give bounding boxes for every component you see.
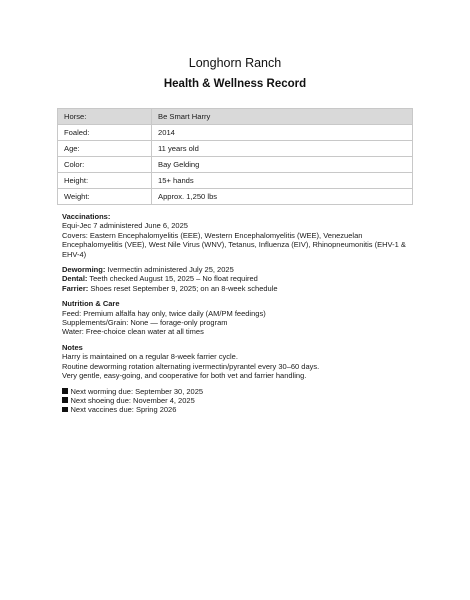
height-label: Height: <box>58 173 152 189</box>
horse-value: Be Smart Harry <box>152 109 413 125</box>
due-vaccines: Next vaccines due: Spring 2026 <box>70 405 177 415</box>
deworming-text: Ivermectin administered July 25, 2025 <box>105 265 234 275</box>
farrier-label: Farrier: <box>62 283 89 293</box>
farrier-line <box>62 284 414 293</box>
age-label: Age: <box>58 141 152 157</box>
due-worming: Next worming due: September 30, 2025 <box>70 386 204 396</box>
color-value: Bay Gelding <box>152 157 413 173</box>
vaccinations-title: Vaccinations: <box>62 212 111 221</box>
nutrition-line: Supplements/Grain: None — forage-only program <box>62 318 228 328</box>
foaled-label: Foaled: <box>58 125 152 141</box>
notes-title: Notes <box>62 342 83 352</box>
table-row <box>58 109 413 125</box>
deworming-label: Deworming: <box>62 265 106 275</box>
square-bullet-icon <box>62 397 68 403</box>
nutrition-line: Feed: Premium alfalfa hay only, twice daily (AM/PM feedings) <box>62 308 266 318</box>
table-row <box>58 141 413 157</box>
height-value: 15+ hands <box>152 173 413 189</box>
nutrition-section <box>62 299 414 337</box>
due-shoeing: Next shoeing due: November 4, 2025 <box>70 395 195 405</box>
list-item <box>62 396 414 405</box>
square-bullet-icon <box>62 407 68 413</box>
dental-line <box>62 274 414 283</box>
vaccination-covers: Covers: Eastern Encephalomyelitis (EEE), Western Encephalomyelitis (WEE), Venezuelan Encephalomyelitis (VEE), West Nile Virus (WNV), Tetanus, Influenza (EIV), Rhinopneumonitis (EHV-1 & EHV-4) <box>62 230 406 259</box>
weight-label: Weight: <box>58 189 152 205</box>
foaled-value: 2014 <box>152 125 413 141</box>
vaccination-administered: Equi-Jec 7 administered June 6, 2025 <box>62 221 188 231</box>
weight-value: Approx. 1,250 lbs <box>152 189 413 205</box>
record-content <box>62 212 414 415</box>
table-row <box>58 125 413 141</box>
notes-line: Harry is maintained on a regular 8-week farrier cycle. <box>62 352 238 362</box>
color-label: Color: <box>58 157 152 173</box>
age-value: 11 years old <box>152 141 413 157</box>
nutrition-line: Water: Free-choice clean water at all times <box>62 327 204 337</box>
square-bullet-icon <box>62 388 68 394</box>
list-item <box>62 387 414 396</box>
nutrition-title: Nutrition & Care <box>62 299 120 309</box>
deworming-line <box>62 265 414 274</box>
vaccinations-section <box>62 212 414 259</box>
notes-line: Routine deworming rotation alternating ivermectin/pyrantel every 30–60 days. <box>62 361 320 371</box>
list-item <box>62 405 414 414</box>
horse-label: Horse: <box>58 109 152 125</box>
farrier-text: Shoes reset September 9, 2025; on an 8-week schedule <box>88 283 278 293</box>
care-section <box>62 265 414 293</box>
table-row <box>58 173 413 189</box>
notes-section <box>62 343 414 381</box>
dental-text: Teeth checked August 15, 2025 – No float required <box>87 274 258 284</box>
record-title: Health & Wellness Record <box>163 78 307 90</box>
dental-label: Dental: <box>62 274 88 284</box>
ranch-name: Longhorn Ranch <box>188 56 282 70</box>
table-row <box>58 189 413 205</box>
due-dates-list <box>62 387 414 415</box>
table-row <box>58 157 413 173</box>
horse-info-table <box>57 108 413 205</box>
notes-line: Very gentle, easy-going, and cooperative for both vet and farrier handling. <box>62 371 307 381</box>
